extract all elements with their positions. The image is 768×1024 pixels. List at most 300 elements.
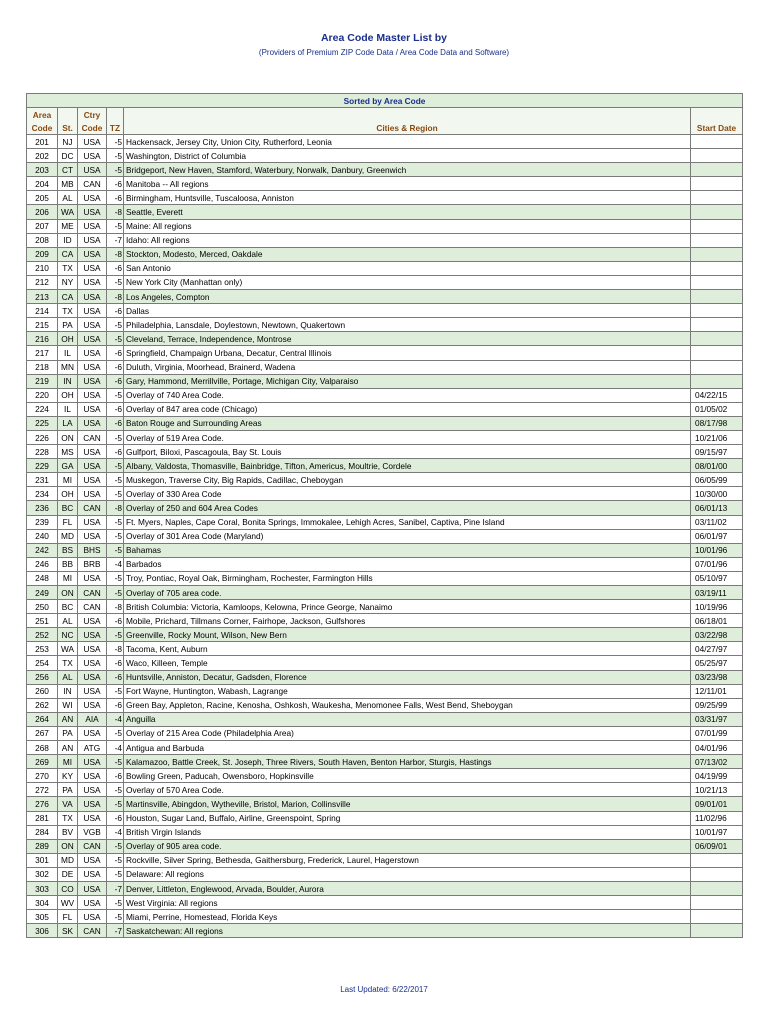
country-code-cell: USA	[78, 614, 107, 628]
cities-region-cell: Los Angeles, Compton	[124, 290, 691, 304]
table-row	[27, 924, 743, 938]
table-row	[27, 529, 743, 543]
area-code-cell: 226	[27, 430, 58, 444]
table-row	[27, 881, 743, 895]
area-code-cell: 249	[27, 586, 58, 600]
table-row	[27, 402, 743, 416]
state-cell: PA	[58, 318, 78, 332]
table-row	[27, 445, 743, 459]
cities-region-cell: Delaware: All regions	[124, 867, 691, 881]
area-code-cell: 218	[27, 360, 58, 374]
country-code-cell: ATG	[78, 741, 107, 755]
cities-region-cell: Overlay of 847 area code (Chicago)	[124, 402, 691, 416]
country-code-cell: USA	[78, 783, 107, 797]
table-row	[27, 459, 743, 473]
table-row	[27, 670, 743, 684]
cities-region-cell: Hackensack, Jersey City, Union City, Rutherford, Leonia	[124, 135, 691, 149]
cities-region-cell: Barbados	[124, 557, 691, 571]
state-cell: MN	[58, 360, 78, 374]
area-code-cell: 272	[27, 783, 58, 797]
state-cell: OH	[58, 332, 78, 346]
area-code-cell: 289	[27, 839, 58, 853]
start-date-cell	[691, 205, 743, 219]
start-date-cell: 04/27/97	[691, 642, 743, 656]
cities-region-cell: Muskegon, Traverse City, Big Rapids, Cadillac, Cheboygan	[124, 473, 691, 487]
area-code-cell: 239	[27, 515, 58, 529]
start-date-cell	[691, 191, 743, 205]
start-date-cell: 05/25/97	[691, 656, 743, 670]
state-cell: BC	[58, 600, 78, 614]
table-row	[27, 811, 743, 825]
country-code-cell: USA	[78, 374, 107, 388]
state-cell: MI	[58, 571, 78, 585]
start-date-cell	[691, 304, 743, 318]
area-code-cell: 209	[27, 247, 58, 261]
page-subtitle: (Providers of Premium ZIP Code Data / Area Code Data and Software)	[258, 48, 510, 57]
timezone-cell: -5	[107, 586, 124, 600]
country-code-cell: CAN	[78, 177, 107, 191]
cities-region-cell: Gulfport, Biloxi, Pascagoula, Bay St. Louis	[124, 445, 691, 459]
state-cell: WV	[58, 896, 78, 910]
state-cell: MS	[58, 445, 78, 459]
timezone-cell: -6	[107, 698, 124, 712]
country-code-cell: USA	[78, 318, 107, 332]
table-row	[27, 233, 743, 247]
area-code-cell: 256	[27, 670, 58, 684]
table-row	[27, 839, 743, 853]
cities-region-cell: Overlay of 705 area code.	[124, 586, 691, 600]
table-row	[27, 304, 743, 318]
start-date-cell: 10/21/13	[691, 783, 743, 797]
country-code-cell: CAN	[78, 586, 107, 600]
timezone-cell: -4	[107, 712, 124, 726]
timezone-cell: -7	[107, 881, 124, 895]
table-banner: Sorted by Area Code	[27, 94, 743, 108]
timezone-cell: -5	[107, 529, 124, 543]
table-row	[27, 910, 743, 924]
country-code-cell: USA	[78, 445, 107, 459]
table-row	[27, 346, 743, 360]
country-code-cell: USA	[78, 275, 107, 289]
area-code-cell: 219	[27, 374, 58, 388]
timezone-cell: -6	[107, 177, 124, 191]
state-cell: ID	[58, 233, 78, 247]
area-code-cell: 208	[27, 233, 58, 247]
start-date-cell	[691, 332, 743, 346]
area-code-cell: 242	[27, 543, 58, 557]
cities-region-cell: Denver, Littleton, Englewood, Arvada, Boulder, Aurora	[124, 881, 691, 895]
country-code-cell: USA	[78, 163, 107, 177]
area-code-cell: 234	[27, 487, 58, 501]
timezone-cell: -8	[107, 600, 124, 614]
table-row	[27, 755, 743, 769]
timezone-cell: -7	[107, 924, 124, 938]
state-cell: ME	[58, 219, 78, 233]
state-cell: AN	[58, 741, 78, 755]
table-row	[27, 261, 743, 275]
area-code-cell: 212	[27, 275, 58, 289]
start-date-cell	[691, 881, 743, 895]
area-code-cell: 267	[27, 726, 58, 740]
table-row	[27, 853, 743, 867]
state-cell: FL	[58, 515, 78, 529]
area-code-cell: 264	[27, 712, 58, 726]
state-cell: TX	[58, 261, 78, 275]
state-cell: KY	[58, 769, 78, 783]
header-area-bottom: Code	[27, 121, 58, 135]
header-ctry-top: Ctry	[78, 108, 107, 122]
table-row	[27, 247, 743, 261]
start-date-cell	[691, 149, 743, 163]
state-cell: TX	[58, 656, 78, 670]
state-cell: OH	[58, 388, 78, 402]
area-code-cell: 229	[27, 459, 58, 473]
table-row	[27, 332, 743, 346]
country-code-cell: USA	[78, 910, 107, 924]
start-date-cell	[691, 318, 743, 332]
country-code-cell: USA	[78, 233, 107, 247]
country-code-cell: USA	[78, 684, 107, 698]
cities-region-cell: Mobile, Prichard, Tillmans Corner, Fairhope, Jackson, Gulfshores	[124, 614, 691, 628]
start-date-cell: 04/22/15	[691, 388, 743, 402]
area-code-cell: 262	[27, 698, 58, 712]
table-row	[27, 797, 743, 811]
country-code-cell: USA	[78, 811, 107, 825]
timezone-cell: -6	[107, 656, 124, 670]
cities-region-cell: Tacoma, Kent, Auburn	[124, 642, 691, 656]
start-date-cell: 08/17/98	[691, 416, 743, 430]
country-code-cell: USA	[78, 726, 107, 740]
table-row	[27, 586, 743, 600]
start-date-cell	[691, 275, 743, 289]
cities-region-cell: Ft. Myers, Naples, Cape Coral, Bonita Springs, Immokalee, Lehigh Acres, Sanibel, Captiva, Pine Island	[124, 515, 691, 529]
start-date-cell: 03/19/11	[691, 586, 743, 600]
state-cell: IL	[58, 402, 78, 416]
cities-region-cell: Springfield, Champaign Urbana, Decatur, Central Illinois	[124, 346, 691, 360]
table-row	[27, 416, 743, 430]
start-date-cell: 06/18/01	[691, 614, 743, 628]
timezone-cell: -5	[107, 219, 124, 233]
timezone-cell: -5	[107, 910, 124, 924]
state-cell: SK	[58, 924, 78, 938]
start-date-cell: 10/19/96	[691, 600, 743, 614]
timezone-cell: -4	[107, 825, 124, 839]
start-date-cell	[691, 219, 743, 233]
cities-region-cell: Philadelphia, Lansdale, Doylestown, Newtown, Quakertown	[124, 318, 691, 332]
country-code-cell: USA	[78, 304, 107, 318]
timezone-cell: -8	[107, 290, 124, 304]
state-cell: ON	[58, 839, 78, 853]
cities-region-cell: Fort Wayne, Huntington, Wabash, Lagrange	[124, 684, 691, 698]
country-code-cell: USA	[78, 261, 107, 275]
start-date-cell: 03/31/97	[691, 712, 743, 726]
timezone-cell: -6	[107, 191, 124, 205]
area-code-cell: 224	[27, 402, 58, 416]
timezone-cell: -5	[107, 867, 124, 881]
timezone-cell: -5	[107, 628, 124, 642]
cities-region-cell: Seattle, Everett	[124, 205, 691, 219]
country-code-cell: USA	[78, 290, 107, 304]
start-date-cell: 10/30/00	[691, 487, 743, 501]
cities-region-cell: Stockton, Modesto, Merced, Oakdale	[124, 247, 691, 261]
cities-region-cell: Miami, Perrine, Homestead, Florida Keys	[124, 910, 691, 924]
state-cell: MD	[58, 529, 78, 543]
state-cell: DE	[58, 867, 78, 881]
area-code-cell: 204	[27, 177, 58, 191]
area-code-cell: 217	[27, 346, 58, 360]
country-code-cell: CAN	[78, 430, 107, 444]
start-date-cell: 06/01/97	[691, 529, 743, 543]
table-row	[27, 741, 743, 755]
header-cities: Cities & Region	[124, 121, 691, 135]
country-code-cell: USA	[78, 346, 107, 360]
state-cell: IL	[58, 346, 78, 360]
country-code-cell: AIA	[78, 712, 107, 726]
country-code-cell: USA	[78, 388, 107, 402]
cities-region-cell: Cleveland, Terrace, Independence, Montrose	[124, 332, 691, 346]
table-row	[27, 191, 743, 205]
country-code-cell: USA	[78, 853, 107, 867]
timezone-cell: -5	[107, 839, 124, 853]
area-code-cell: 306	[27, 924, 58, 938]
area-code-cell: 214	[27, 304, 58, 318]
cities-region-cell: Idaho: All regions	[124, 233, 691, 247]
table-row	[27, 684, 743, 698]
state-cell: MB	[58, 177, 78, 191]
table-row	[27, 769, 743, 783]
area-code-cell: 281	[27, 811, 58, 825]
cities-region-cell: Troy, Pontiac, Royal Oak, Birmingham, Rochester, Farmington Hills	[124, 571, 691, 585]
start-date-cell: 03/11/02	[691, 515, 743, 529]
timezone-cell: -5	[107, 487, 124, 501]
state-cell: BC	[58, 501, 78, 515]
timezone-cell: -5	[107, 896, 124, 910]
timezone-cell: -4	[107, 557, 124, 571]
start-date-cell: 06/01/13	[691, 501, 743, 515]
table-row	[27, 712, 743, 726]
cities-region-cell: Bahamas	[124, 543, 691, 557]
start-date-cell	[691, 360, 743, 374]
area-code-cell: 246	[27, 557, 58, 571]
timezone-cell: -5	[107, 332, 124, 346]
state-cell: NJ	[58, 135, 78, 149]
timezone-cell: -8	[107, 247, 124, 261]
country-code-cell: USA	[78, 881, 107, 895]
timezone-cell: -5	[107, 149, 124, 163]
area-code-cell: 216	[27, 332, 58, 346]
area-code-cell: 207	[27, 219, 58, 233]
start-date-cell: 07/13/02	[691, 755, 743, 769]
start-date-cell: 12/11/01	[691, 684, 743, 698]
cities-region-cell: Bowling Green, Paducah, Owensboro, Hopkinsville	[124, 769, 691, 783]
country-code-cell: USA	[78, 247, 107, 261]
country-code-cell: BRB	[78, 557, 107, 571]
table-row	[27, 628, 743, 642]
timezone-cell: -6	[107, 346, 124, 360]
country-code-cell: CAN	[78, 600, 107, 614]
state-cell: AL	[58, 670, 78, 684]
country-code-cell: USA	[78, 473, 107, 487]
area-code-cell: 301	[27, 853, 58, 867]
timezone-cell: -5	[107, 163, 124, 177]
timezone-cell: -6	[107, 374, 124, 388]
last-updated: Last Updated: 6/22/2017	[340, 985, 428, 994]
state-cell: CA	[58, 290, 78, 304]
timezone-cell: -5	[107, 543, 124, 557]
cities-region-cell: Dallas	[124, 304, 691, 318]
country-code-cell: CAN	[78, 839, 107, 853]
start-date-cell	[691, 910, 743, 924]
start-date-cell	[691, 853, 743, 867]
timezone-cell: -6	[107, 261, 124, 275]
country-code-cell: USA	[78, 656, 107, 670]
table-row	[27, 867, 743, 881]
area-code-cell: 284	[27, 825, 58, 839]
cities-region-cell: Greenville, Rocky Mount, Wilson, New Bern	[124, 628, 691, 642]
state-cell: AL	[58, 191, 78, 205]
area-code-cell: 305	[27, 910, 58, 924]
area-code-cell: 201	[27, 135, 58, 149]
header-st-top	[58, 108, 78, 122]
table-row	[27, 825, 743, 839]
start-date-cell: 05/10/97	[691, 571, 743, 585]
table-row	[27, 318, 743, 332]
state-cell: WA	[58, 642, 78, 656]
area-code-cell: 250	[27, 600, 58, 614]
header-cities-top	[124, 108, 691, 122]
area-code-cell: 248	[27, 571, 58, 585]
country-code-cell: USA	[78, 205, 107, 219]
state-cell: TX	[58, 811, 78, 825]
area-code-cell: 269	[27, 755, 58, 769]
start-date-cell	[691, 233, 743, 247]
state-cell: MD	[58, 853, 78, 867]
state-cell: MI	[58, 755, 78, 769]
start-date-cell	[691, 290, 743, 304]
cities-region-cell: British Columbia: Victoria, Kamloops, Kelowna, Prince George, Nanaimo	[124, 600, 691, 614]
timezone-cell: -6	[107, 416, 124, 430]
cities-region-cell: Waco, Killeen, Temple	[124, 656, 691, 670]
cities-region-cell: Overlay of 905 area code.	[124, 839, 691, 853]
start-date-cell: 07/01/99	[691, 726, 743, 740]
timezone-cell: -5	[107, 797, 124, 811]
country-code-cell: USA	[78, 529, 107, 543]
timezone-cell: -6	[107, 670, 124, 684]
state-cell: NC	[58, 628, 78, 642]
timezone-cell: -5	[107, 135, 124, 149]
timezone-cell: -6	[107, 769, 124, 783]
timezone-cell: -5	[107, 515, 124, 529]
start-date-cell: 06/09/01	[691, 839, 743, 853]
area-code-cell: 253	[27, 642, 58, 656]
timezone-cell: -5	[107, 755, 124, 769]
cities-region-cell: Huntsville, Anniston, Decatur, Gadsden, Florence	[124, 670, 691, 684]
table-row	[27, 430, 743, 444]
state-cell: MI	[58, 473, 78, 487]
area-code-cell: 302	[27, 867, 58, 881]
country-code-cell: USA	[78, 755, 107, 769]
timezone-cell: -8	[107, 205, 124, 219]
cities-region-cell: Kalamazoo, Battle Creek, St. Joseph, Three Rivers, South Haven, Benton Harbor, Sturgis, Hastings	[124, 755, 691, 769]
area-code-cell: 270	[27, 769, 58, 783]
country-code-cell: BHS	[78, 543, 107, 557]
area-code-cell: 252	[27, 628, 58, 642]
state-cell: CO	[58, 881, 78, 895]
state-cell: ON	[58, 430, 78, 444]
table-row	[27, 487, 743, 501]
cities-region-cell: Houston, Sugar Land, Buffalo, Airline, Greenspoint, Spring	[124, 811, 691, 825]
timezone-cell: -6	[107, 614, 124, 628]
state-cell: BB	[58, 557, 78, 571]
table-row	[27, 600, 743, 614]
table-row	[27, 135, 743, 149]
table-row	[27, 515, 743, 529]
table-row	[27, 275, 743, 289]
state-cell: PA	[58, 726, 78, 740]
country-code-cell: USA	[78, 670, 107, 684]
cities-region-cell: Overlay of 740 Area Code.	[124, 388, 691, 402]
header-tz: TZ	[107, 121, 124, 135]
cities-region-cell: Overlay of 519 Area Code.	[124, 430, 691, 444]
start-date-cell: 10/21/06	[691, 430, 743, 444]
state-cell: GA	[58, 459, 78, 473]
table-row	[27, 656, 743, 670]
start-date-cell	[691, 346, 743, 360]
cities-region-cell: Duluth, Virginia, Moorhead, Brainerd, Wadena	[124, 360, 691, 374]
cities-region-cell: Birmingham, Huntsville, Tuscaloosa, Anniston	[124, 191, 691, 205]
timezone-cell: -5	[107, 853, 124, 867]
table-row	[27, 726, 743, 740]
timezone-cell: -6	[107, 402, 124, 416]
state-cell: TX	[58, 304, 78, 318]
area-code-cell: 260	[27, 684, 58, 698]
start-date-cell: 10/01/96	[691, 543, 743, 557]
start-date-cell: 09/01/01	[691, 797, 743, 811]
table-row	[27, 698, 743, 712]
table-row	[27, 614, 743, 628]
header-ctry-bottom: Code	[78, 121, 107, 135]
area-code-cell: 213	[27, 290, 58, 304]
start-date-cell: 06/05/99	[691, 473, 743, 487]
country-code-cell: USA	[78, 416, 107, 430]
table-row	[27, 473, 743, 487]
table-row	[27, 501, 743, 515]
country-code-cell: USA	[78, 867, 107, 881]
header-area-top: Area	[27, 108, 58, 122]
country-code-cell: USA	[78, 360, 107, 374]
table-row	[27, 205, 743, 219]
area-code-cell: 202	[27, 149, 58, 163]
table-row	[27, 571, 743, 585]
header-tz-top	[107, 108, 124, 122]
cities-region-cell: West Virginia: All regions	[124, 896, 691, 910]
cities-region-cell: Baton Rouge and Surrounding Areas	[124, 416, 691, 430]
start-date-cell	[691, 896, 743, 910]
state-cell: CA	[58, 247, 78, 261]
area-code-cell: 225	[27, 416, 58, 430]
table-row	[27, 219, 743, 233]
table-row	[27, 642, 743, 656]
timezone-cell: -6	[107, 304, 124, 318]
timezone-cell: -5	[107, 388, 124, 402]
start-date-cell: 03/23/98	[691, 670, 743, 684]
country-code-cell: USA	[78, 769, 107, 783]
start-date-cell: 07/01/96	[691, 557, 743, 571]
cities-region-cell: San Antonio	[124, 261, 691, 275]
area-code-cell: 254	[27, 656, 58, 670]
cities-region-cell: New York City (Manhattan only)	[124, 275, 691, 289]
state-cell: BS	[58, 543, 78, 557]
